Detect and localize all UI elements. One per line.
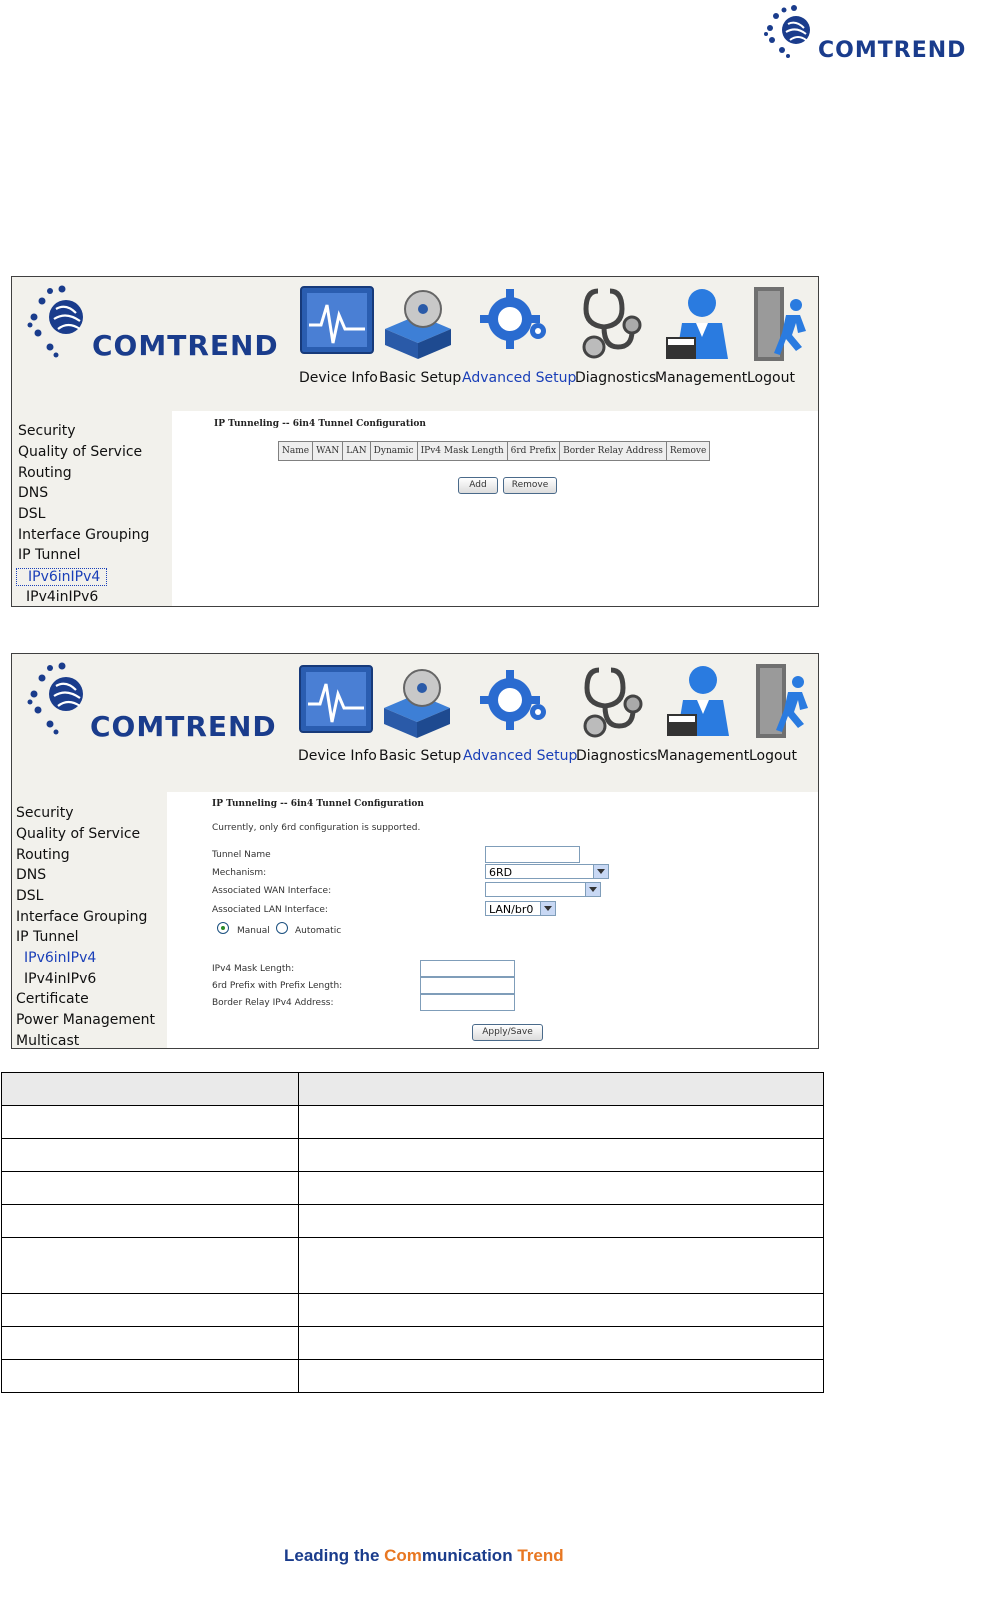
manual-label: Manual bbox=[237, 926, 270, 936]
nav-basic-setup[interactable]: Basic Setup bbox=[379, 748, 462, 764]
sidebar-item-ip-tunnel[interactable]: IP Tunnel bbox=[16, 929, 79, 945]
screenshot-tunnel-list bbox=[11, 276, 819, 607]
page-title: IP Tunneling -- 6in4 Tunnel Configuration bbox=[212, 799, 424, 809]
nav-advanced-setup[interactable]: Advanced Setup bbox=[462, 370, 577, 386]
table-cell bbox=[2, 1327, 299, 1360]
border-relay-label: Border Relay IPv4 Address: bbox=[212, 998, 334, 1008]
nav-management[interactable]: Management bbox=[655, 370, 748, 386]
table-cell bbox=[299, 1139, 824, 1172]
nav-logout[interactable]: Logout bbox=[747, 370, 795, 386]
nav-logout[interactable]: Logout bbox=[749, 748, 797, 764]
chevron-down-icon[interactable] bbox=[540, 902, 555, 915]
tunnel-name-label: Tunnel Name bbox=[212, 850, 271, 860]
table-row bbox=[2, 1360, 824, 1393]
router-header bbox=[12, 277, 818, 415]
6rd-prefix-input[interactable] bbox=[420, 977, 515, 994]
table-row bbox=[2, 1238, 824, 1294]
device-info-icon[interactable] bbox=[298, 664, 376, 744]
remove-button[interactable]: Remove bbox=[503, 477, 557, 494]
table-row bbox=[2, 1172, 824, 1205]
sidebar-menu bbox=[12, 792, 167, 1048]
router-logo-sunburst-icon bbox=[26, 281, 90, 361]
sidebar-item-routing[interactable]: Routing bbox=[18, 465, 72, 481]
table-cell bbox=[299, 1172, 824, 1205]
table-header-cell bbox=[299, 1073, 824, 1106]
device-info-icon[interactable] bbox=[299, 285, 377, 365]
nav-diagnostics[interactable]: Diagnostics bbox=[575, 370, 657, 386]
table-cell bbox=[299, 1327, 824, 1360]
table-row bbox=[2, 1205, 824, 1238]
table-header-row bbox=[279, 442, 710, 461]
logout-icon[interactable] bbox=[750, 285, 819, 365]
footer-tagline bbox=[284, 1546, 564, 1566]
table-cell bbox=[2, 1205, 299, 1238]
description-table bbox=[1, 1072, 824, 1393]
border-relay-input[interactable] bbox=[420, 994, 515, 1011]
diagnostics-icon[interactable] bbox=[579, 664, 657, 744]
table-cell bbox=[2, 1172, 299, 1205]
chevron-down-icon[interactable] bbox=[585, 883, 600, 896]
table-row bbox=[2, 1294, 824, 1327]
lan-interface-label: Associated LAN Interface: bbox=[212, 905, 328, 915]
sidebar-item-security[interactable]: Security bbox=[18, 423, 76, 439]
sidebar-item-dsl[interactable]: DSL bbox=[16, 888, 44, 904]
wan-interface-label: Associated WAN Interface: bbox=[212, 886, 332, 896]
tagline-trend: Trend bbox=[517, 1546, 564, 1565]
sidebar-item-routing[interactable]: Routing bbox=[16, 847, 70, 863]
ipv4-mask-length-input[interactable] bbox=[420, 960, 515, 977]
sidebar-item-dns[interactable]: DNS bbox=[16, 867, 47, 883]
advanced-setup-icon[interactable] bbox=[476, 666, 554, 746]
col-6rd-prefix: 6rd Prefix bbox=[507, 442, 559, 461]
col-lan: LAN bbox=[343, 442, 370, 461]
router-logo-sunburst-icon bbox=[26, 658, 90, 738]
logo-sunburst-icon bbox=[762, 2, 818, 62]
table-row bbox=[2, 1139, 824, 1172]
logo-wordmark: COMTREND bbox=[818, 38, 967, 63]
sidebar-menu bbox=[12, 415, 172, 606]
col-name: Name bbox=[279, 442, 313, 461]
tunnel-name-input[interactable] bbox=[485, 846, 580, 863]
router-header bbox=[12, 654, 818, 792]
table-cell bbox=[2, 1106, 299, 1139]
sidebar-item-certificate[interactable]: Certificate bbox=[16, 991, 89, 1007]
sidebar-item-power-management[interactable]: Power Management bbox=[16, 1012, 156, 1028]
manual-radio[interactable] bbox=[217, 922, 229, 934]
nav-device-info[interactable]: Device Info bbox=[298, 748, 377, 764]
6rd-prefix-label: 6rd Prefix with Prefix Length: bbox=[212, 981, 343, 991]
advanced-setup-icon[interactable] bbox=[476, 285, 554, 365]
wan-interface-select[interactable] bbox=[485, 882, 601, 897]
add-button[interactable]: Add bbox=[458, 477, 498, 494]
table-row bbox=[2, 1106, 824, 1139]
table-cell bbox=[2, 1139, 299, 1172]
basic-setup-icon[interactable] bbox=[379, 285, 457, 365]
table-row bbox=[2, 1327, 824, 1360]
screenshot-tunnel-config bbox=[11, 653, 819, 1049]
automatic-label: Automatic bbox=[295, 926, 342, 936]
management-icon[interactable] bbox=[663, 662, 741, 742]
diagnostics-icon[interactable] bbox=[578, 285, 656, 365]
sidebar-item-dns[interactable]: DNS bbox=[18, 485, 49, 501]
automatic-radio[interactable] bbox=[276, 922, 288, 934]
tagline-mid: munication bbox=[421, 1546, 518, 1565]
page-logo bbox=[762, 2, 972, 64]
col-ipv4-mask-length: IPv4 Mask Length bbox=[417, 442, 507, 461]
ipv4-mask-length-label: IPv4 Mask Length: bbox=[212, 964, 295, 974]
table-cell bbox=[299, 1238, 824, 1294]
table-cell bbox=[299, 1294, 824, 1327]
nav-basic-setup[interactable]: Basic Setup bbox=[379, 370, 462, 386]
tunnel-list-panel bbox=[172, 411, 818, 606]
sidebar-item-ip-tunnel[interactable]: IP Tunnel bbox=[18, 547, 81, 563]
mechanism-value: 6RD bbox=[489, 866, 513, 879]
router-logo-wordmark: COMTREND bbox=[90, 710, 277, 743]
apply-save-button[interactable]: Apply/Save bbox=[472, 1024, 543, 1041]
nav-management[interactable]: Management bbox=[657, 748, 750, 764]
table-header-row bbox=[2, 1073, 824, 1106]
sidebar-item-ipv6inipv4[interactable]: IPv6inIPv4 bbox=[16, 568, 107, 586]
sidebar-item-ipv4inipv6[interactable]: IPv4inIPv6 bbox=[26, 589, 99, 605]
lan-interface-select[interactable] bbox=[485, 901, 556, 916]
support-note: Currently, only 6rd configuration is supported. bbox=[212, 823, 421, 833]
col-dynamic: Dynamic bbox=[370, 442, 417, 461]
sidebar-item-ipv4inipv6[interactable]: IPv4inIPv6 bbox=[24, 971, 97, 987]
table-cell bbox=[299, 1106, 824, 1139]
nav-diagnostics[interactable]: Diagnostics bbox=[576, 748, 658, 764]
table-cell bbox=[2, 1294, 299, 1327]
sidebar-item-interface-grouping[interactable]: Interface Grouping bbox=[16, 909, 148, 925]
page-title: IP Tunneling -- 6in4 Tunnel Configuration bbox=[214, 419, 426, 429]
tunnel-table bbox=[278, 441, 710, 461]
sidebar-item-qos[interactable]: Quality of Service bbox=[18, 444, 143, 460]
router-logo-wordmark: COMTREND bbox=[92, 329, 279, 362]
sidebar-item-interface-grouping[interactable]: Interface Grouping bbox=[18, 527, 150, 543]
management-icon[interactable] bbox=[662, 285, 740, 365]
table-cell bbox=[299, 1205, 824, 1238]
basic-setup-icon[interactable] bbox=[378, 664, 456, 744]
table-cell bbox=[2, 1360, 299, 1393]
lan-interface-value: LAN/br0 bbox=[489, 903, 534, 916]
col-wan: WAN bbox=[313, 442, 343, 461]
col-remove: Remove bbox=[666, 442, 709, 461]
chevron-down-icon[interactable] bbox=[593, 865, 608, 878]
sidebar-item-multicast[interactable]: Multicast bbox=[16, 1033, 80, 1049]
table-cell bbox=[2, 1238, 299, 1294]
sidebar-item-dsl[interactable]: DSL bbox=[18, 506, 46, 522]
sidebar-item-security[interactable]: Security bbox=[16, 805, 74, 821]
nav-advanced-setup[interactable]: Advanced Setup bbox=[463, 748, 578, 764]
table-cell bbox=[299, 1360, 824, 1393]
logout-icon[interactable] bbox=[752, 662, 819, 742]
table-header-cell bbox=[2, 1073, 299, 1106]
tagline-com: Com bbox=[384, 1546, 422, 1565]
nav-device-info[interactable]: Device Info bbox=[299, 370, 378, 386]
sidebar-item-qos[interactable]: Quality of Service bbox=[16, 826, 141, 842]
tunnel-config-panel bbox=[167, 792, 818, 1048]
tagline-prefix: Leading the bbox=[284, 1546, 385, 1565]
sidebar-item-ipv6inipv4[interactable]: IPv6inIPv4 bbox=[24, 950, 97, 966]
mechanism-label: Mechanism: bbox=[212, 868, 267, 878]
mechanism-select[interactable] bbox=[485, 864, 609, 879]
col-border-relay-address: Border Relay Address bbox=[560, 442, 667, 461]
